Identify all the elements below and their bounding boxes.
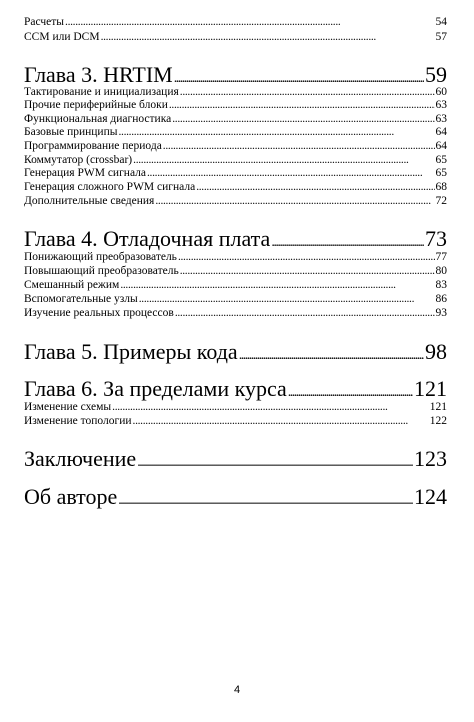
toc-chapter-page: 123 xyxy=(414,446,447,471)
toc-entry xyxy=(24,86,447,99)
toc-entry-title: Дополнительные сведения xyxy=(24,195,155,207)
dot-leader xyxy=(147,167,435,180)
toc-entry-title: Изменение схемы xyxy=(24,401,112,413)
toc-entry-title: Изменение топологии xyxy=(24,415,132,427)
toc-entry-title: Понижающий преобразователь xyxy=(24,251,177,263)
toc-entry-page: 57 xyxy=(435,31,447,43)
toc-entry xyxy=(24,140,447,153)
page-number: 4 xyxy=(233,684,241,696)
toc-entry-title: Изучение реальных процессов xyxy=(24,307,174,319)
toc-entry-title: Расчеты xyxy=(24,16,65,28)
dot-leader xyxy=(180,86,435,99)
toc-entry-page: 80 xyxy=(435,265,447,277)
toc-entry-title: Смешанный режим xyxy=(24,279,120,291)
dot-leader xyxy=(120,279,434,292)
dot-leader xyxy=(112,401,429,414)
toc-chapter-heading xyxy=(24,446,447,472)
dot-leader xyxy=(133,415,429,428)
dot-leader xyxy=(163,140,435,153)
toc-entry xyxy=(24,401,447,414)
toc-chapter-heading xyxy=(24,484,447,510)
toc-entry xyxy=(24,279,447,292)
toc-chapter-page: 59 xyxy=(425,62,447,87)
toc-entry-page: 65 xyxy=(435,154,447,166)
toc-chapter-title: Глава 6. За пределами курса xyxy=(24,376,287,401)
dot-leader xyxy=(180,265,435,278)
toc-chapter-title: Об авторе xyxy=(24,484,118,509)
toc-entry xyxy=(24,16,447,29)
toc-entry xyxy=(24,126,447,139)
toc-entry xyxy=(24,195,447,208)
toc-entry-title: Коммутатор (crossbar) xyxy=(24,154,133,166)
toc-entry xyxy=(24,113,447,126)
dot-leader xyxy=(118,126,434,139)
dot-leader xyxy=(118,484,413,514)
toc-chapter-heading xyxy=(24,62,447,88)
toc-entry-title: Тактирование и инициализация xyxy=(24,86,179,98)
toc-chapter-page: 124 xyxy=(414,484,447,509)
toc-entry-page: 64 xyxy=(435,140,447,152)
toc-chapter-heading xyxy=(24,339,447,365)
toc-entry-title: Повышающий преобразователь xyxy=(24,265,179,277)
toc-entry-page: 54 xyxy=(435,16,447,28)
dot-leader xyxy=(175,307,435,320)
toc-entry-title: Базовые принципы xyxy=(24,126,118,138)
toc-entry-title: Вспомогательные узлы xyxy=(24,293,138,305)
toc-entry xyxy=(24,181,447,194)
toc-chapter-title: Глава 3. HRTIM xyxy=(24,62,173,87)
toc-entry-page: 83 xyxy=(435,279,447,291)
toc-chapter-title: Заключение xyxy=(24,446,137,471)
toc-entry xyxy=(24,293,447,306)
toc-entry-page: 77 xyxy=(435,251,447,263)
toc-entry-page: 122 xyxy=(429,415,447,427)
toc-entry-page: 64 xyxy=(435,126,447,138)
toc-entry xyxy=(24,154,447,167)
dot-leader xyxy=(169,99,435,112)
toc-entry-title: Прочие периферийные блоки xyxy=(24,99,168,111)
toc-entry xyxy=(24,307,447,320)
dot-leader xyxy=(137,446,413,476)
toc-entry-title: Функциональная диагностика xyxy=(24,113,172,125)
toc-entry-page: 63 xyxy=(435,99,447,111)
toc-chapter-title: Глава 4. Отладочная плата xyxy=(24,226,271,251)
toc-chapter-heading xyxy=(24,226,447,252)
dot-leader xyxy=(178,251,435,264)
dot-leader xyxy=(101,31,435,44)
toc-entry-title: Генерация PWM сигнала xyxy=(24,167,146,179)
toc-entry-page: 68 xyxy=(435,181,447,193)
toc-entry-page: 63 xyxy=(435,113,447,125)
toc-entry xyxy=(24,31,447,44)
toc-entry xyxy=(24,167,447,180)
toc-entry-page: 60 xyxy=(435,86,447,98)
dot-leader xyxy=(196,181,434,194)
toc-entry-page: 121 xyxy=(429,401,447,413)
toc-entry xyxy=(24,415,447,428)
toc-entry xyxy=(24,99,447,112)
dot-leader xyxy=(65,16,434,29)
toc-entry xyxy=(24,265,447,278)
toc-entry-page: 72 xyxy=(435,195,447,207)
toc-chapter-page: 73 xyxy=(425,226,447,251)
dot-leader xyxy=(133,154,434,167)
toc-entry-title: Генерация сложного PWM сигнала xyxy=(24,181,196,193)
toc-entry-page: 93 xyxy=(435,307,447,319)
dot-leader xyxy=(155,195,434,208)
toc-entry-page: 65 xyxy=(435,167,447,179)
dot-leader xyxy=(172,113,434,126)
toc-entry-page: 86 xyxy=(435,293,447,305)
dot-leader xyxy=(139,293,435,306)
toc-chapter-title: Глава 5. Примеры кода xyxy=(24,339,238,364)
toc-chapter-page: 121 xyxy=(414,376,447,401)
toc-entry xyxy=(24,251,447,264)
toc-chapter-page: 98 xyxy=(425,339,447,364)
dot-leader xyxy=(239,339,424,369)
toc-entry-title: CCM или DCM xyxy=(24,31,100,43)
toc-entry-title: Программирование периода xyxy=(24,140,162,152)
toc-chapter-heading xyxy=(24,376,447,402)
